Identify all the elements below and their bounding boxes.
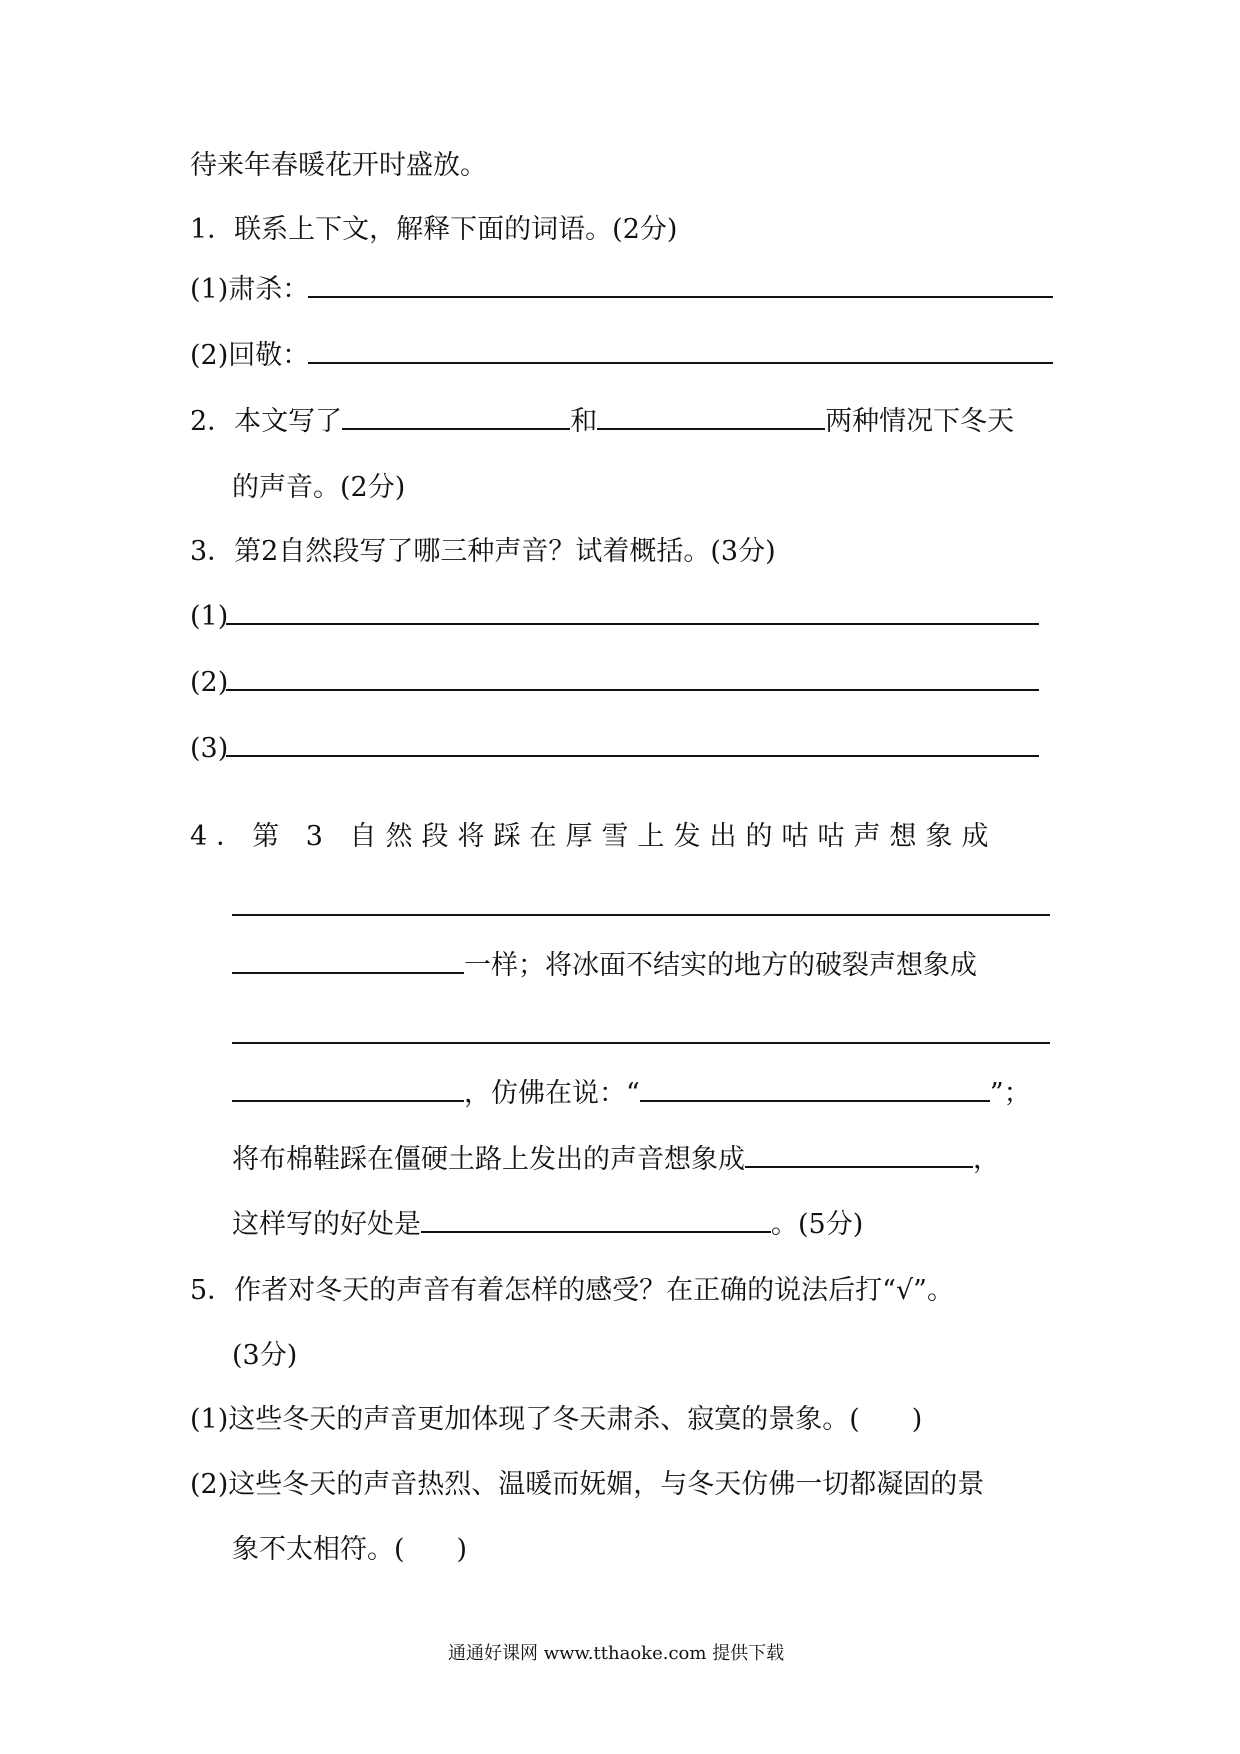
q3-item-3-answer-line[interactable]	[226, 755, 1039, 757]
q4-line-f-end: 。(5分)	[771, 1209, 864, 1240]
q1-item-1-label: (1)肃杀：	[190, 274, 310, 305]
q4-line-b	[232, 946, 977, 986]
q5-stem: 5．作者对冬天的声音有着怎样的感受？在正确的说法后打“√”。	[190, 1275, 954, 1306]
q3-item-2-label: (2)	[190, 667, 229, 698]
q1-stem: 1．联系上下文，解释下面的词语。(2分)	[190, 214, 678, 245]
q3-item-2-answer-line[interactable]	[226, 689, 1039, 691]
q4-blank-d2[interactable]	[640, 1074, 990, 1102]
q4-line-d	[232, 1074, 1031, 1114]
q4-line-e-end: ，	[973, 1144, 1000, 1175]
q3-item-1-answer-line[interactable]	[226, 623, 1039, 625]
q3-stem: 3．第2自然段写了哪三种声音？试着概括。(3分)	[190, 536, 776, 567]
q1-item-2-label: (2)回敬：	[190, 340, 310, 371]
q3-item-1-label: (1)	[190, 601, 229, 632]
q4-blank-b[interactable]	[232, 946, 464, 974]
q4-line-f	[232, 1205, 863, 1245]
continuation-text: 待来年春暖花开时盛放。	[190, 150, 487, 181]
q5-option-2-cont	[232, 1530, 467, 1570]
q4-line-e-text: 将布棉鞋踩在僵硬土路上发出的声音想象成	[232, 1144, 745, 1175]
q2-blank-1[interactable]	[342, 402, 570, 430]
q4-line-d-text-b: ”；	[989, 1078, 1031, 1109]
q3-item-3-label: (3)	[190, 733, 229, 764]
q4-blank-f[interactable]	[421, 1205, 771, 1233]
q4-stem: 4．第 3 自然段将踩在厚雪上发出的咕咕声想象成	[190, 821, 998, 852]
q4-answer-line-a[interactable]	[232, 914, 1050, 916]
q4-answer-line-c[interactable]	[232, 1042, 1050, 1044]
q4-line-d-text-a: ，仿佛在说：“	[464, 1078, 640, 1109]
q5-option-2: (2)这些冬天的声音热烈、温暖而妩媚，与冬天仿佛一切都凝固的景	[190, 1469, 985, 1500]
footer-source: 通通好课网 www.tthaoke.com 提供下载	[448, 1643, 785, 1664]
q4-line-b-text: 一样；将冰面不结实的地方的破裂声想象成	[464, 950, 977, 981]
q2-part2: 两种情况下冬天	[825, 406, 1015, 437]
q2-line-2: 的声音。(2分)	[232, 472, 406, 503]
q4-line-f-text: 这样写的好处是	[232, 1209, 421, 1240]
q5-option-1-close: )	[911, 1404, 923, 1435]
q2-part1: 2．本文写了	[190, 406, 343, 437]
q2-blank-2[interactable]	[597, 402, 825, 430]
q1-item-1-answer-line[interactable]	[308, 296, 1053, 298]
q2-mid: 和	[570, 406, 598, 437]
q5-option-1-text: (1)这些冬天的声音更加体现了冬天肃杀、寂寞的景象。(	[190, 1404, 860, 1435]
q5-option-1	[190, 1400, 922, 1440]
q2-line-1	[190, 402, 1014, 442]
q1-item-2-answer-line[interactable]	[308, 362, 1053, 364]
q5-option-2-cont-text: 象不太相符。(	[232, 1534, 405, 1565]
q4-blank-e[interactable]	[745, 1140, 973, 1168]
q4-line-e	[232, 1140, 1000, 1180]
q5-option-2-close: )	[456, 1534, 468, 1565]
q5-score: (3分)	[232, 1340, 298, 1371]
q4-blank-d1[interactable]	[232, 1074, 464, 1102]
